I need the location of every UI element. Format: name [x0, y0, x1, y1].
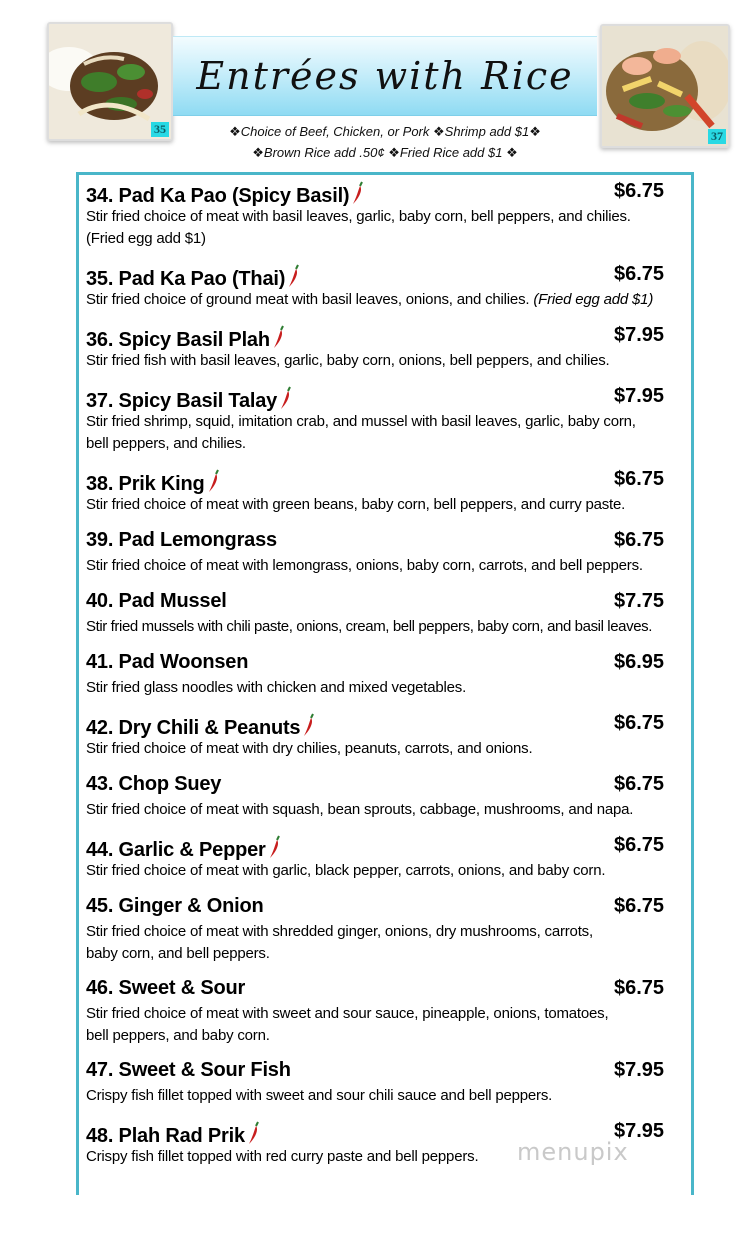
photo-number-right: 37	[708, 129, 726, 144]
dish-photo-right	[600, 24, 730, 148]
item-name: 34. Pad Ka Pao (Spicy Basil)	[86, 185, 350, 207]
item-description: Stir fried mussels with chili paste, onions, cream, bell peppers, baby corn, and basil leaves.	[86, 618, 653, 635]
item-description-continued: baby corn, and bell peppers.	[86, 945, 270, 962]
chili-pepper-icon	[268, 834, 282, 865]
menu-item	[86, 590, 680, 638]
item-price: $7.75	[614, 590, 665, 612]
chili-pepper-icon	[247, 1120, 261, 1151]
watermark: menupix	[517, 1138, 629, 1166]
item-name: 36. Spicy Basil Plah	[86, 329, 270, 351]
item-name: 37. Spicy Basil Talay	[86, 390, 278, 412]
menu-item	[86, 385, 680, 455]
item-name: 38. Prik King	[86, 473, 205, 495]
item-description: Stir fried choice of ground meat with basil leaves, onions, and chilies.	[86, 291, 530, 308]
item-description: Stir fried choice of meat with sweet and sour sauce, pineapple, onions, tomatoes,	[86, 1005, 609, 1022]
chili-pepper-icon	[287, 263, 301, 294]
item-description: Crispy fish fillet topped with red curry paste and bell peppers.	[86, 1148, 479, 1165]
chili-pepper-icon	[272, 324, 286, 355]
menu-item	[86, 1059, 680, 1107]
item-price: $6.75	[614, 180, 665, 202]
item-price: $7.95	[614, 385, 665, 407]
item-price: $6.75	[614, 712, 665, 734]
menu-item	[86, 773, 680, 821]
item-name: 35. Pad Ka Pao (Thai)	[86, 268, 286, 290]
item-description: Crispy fish fillet topped with sweet and sour chili sauce and bell peppers.	[86, 1087, 553, 1104]
item-description: Stir fried choice of meat with dry chilies, peanuts, carrots, and onions.	[86, 740, 533, 757]
item-description-continued: bell peppers, and baby corn.	[86, 1027, 270, 1044]
item-price: $6.75	[614, 773, 665, 795]
item-name: 40. Pad Mussel	[86, 590, 227, 612]
item-name: 42. Dry Chili & Peanuts	[86, 717, 301, 739]
item-description: Stir fried choice of meat with green beans, baby corn, bell peppers, and curry paste.	[86, 496, 626, 513]
menu-item	[86, 895, 680, 965]
options-note-line-2: ❖Brown Rice add .50¢ ❖Fried Rice add $1 ❖	[252, 145, 518, 160]
item-name: 39. Pad Lemongrass	[86, 529, 277, 551]
item-price: $6.75	[614, 977, 665, 999]
item-note: (Fried egg add $1)	[86, 230, 206, 247]
spicy-basil-talay-image	[602, 26, 728, 146]
menu-item	[86, 529, 680, 577]
item-price: $6.75	[614, 529, 665, 551]
item-price: $7.95	[614, 324, 665, 346]
item-description: Stir fried choice of meat with shredded ginger, onions, dry mushrooms, carrots,	[86, 923, 593, 940]
chili-pepper-icon	[279, 385, 293, 416]
photo-number-left: 35	[151, 122, 169, 137]
item-description: Stir fried choice of meat with lemongrass, onions, baby corn, carrots, and bell peppers.	[86, 557, 643, 574]
chili-pepper-icon	[302, 712, 316, 743]
chili-pepper-icon	[207, 468, 221, 499]
dish-photo-left	[47, 22, 173, 141]
section-title: Entrées with Rice	[196, 54, 574, 98]
item-note: (Fried egg add $1)	[533, 291, 654, 308]
item-price: $7.95	[614, 1059, 665, 1081]
menu-item	[86, 468, 680, 516]
item-description-continued: bell peppers, and chilies.	[86, 435, 246, 452]
item-price: $6.75	[614, 834, 665, 856]
menu-item	[86, 712, 680, 760]
item-description: Stir fried glass noodles with chicken and mixed vegetables.	[86, 679, 467, 696]
item-name: 47. Sweet & Sour Fish	[86, 1059, 291, 1081]
item-price: $6.75	[614, 263, 665, 285]
item-name: 48. Plah Rad Prik	[86, 1125, 245, 1147]
menu-item	[86, 977, 680, 1047]
item-price: $6.95	[614, 651, 665, 673]
item-name: 46. Sweet & Sour	[86, 977, 246, 999]
menu-item	[86, 324, 680, 372]
item-name: 44. Garlic & Pepper	[86, 839, 266, 861]
item-price: $6.75	[614, 895, 665, 917]
item-description: Stir fried shrimp, squid, imitation crab, and mussel with basil leaves, garlic, baby corn,	[86, 413, 636, 430]
section-title-banner	[173, 36, 597, 116]
item-name: 43. Chop Suey	[86, 773, 222, 795]
item-name: 41. Pad Woonsen	[86, 651, 249, 673]
item-name: 45. Ginger & Onion	[86, 895, 264, 917]
menu-item	[86, 651, 680, 699]
chili-pepper-icon	[351, 180, 365, 211]
item-description: Stir fried choice of meat with basil leaves, garlic, baby corn, bell peppers, and chilies.	[86, 208, 631, 225]
item-description: Stir fried choice of meat with squash, bean sprouts, cabbage, mushrooms, and napa.	[86, 801, 634, 818]
item-price: $6.75	[614, 468, 665, 490]
item-description: Stir fried choice of meat with garlic, black pepper, carrots, onions, and baby corn.	[86, 862, 606, 879]
item-description: Stir fried fish with basil leaves, garlic, baby corn, onions, bell peppers, and chilies.	[86, 352, 610, 369]
menu-item	[86, 263, 680, 311]
options-note-line-1: ❖Choice of Beef, Chicken, or Pork ❖Shrimp add $1❖	[229, 124, 541, 139]
menu-item	[86, 180, 680, 250]
item-price: $7.95	[614, 1120, 665, 1142]
menu-item	[86, 834, 680, 882]
